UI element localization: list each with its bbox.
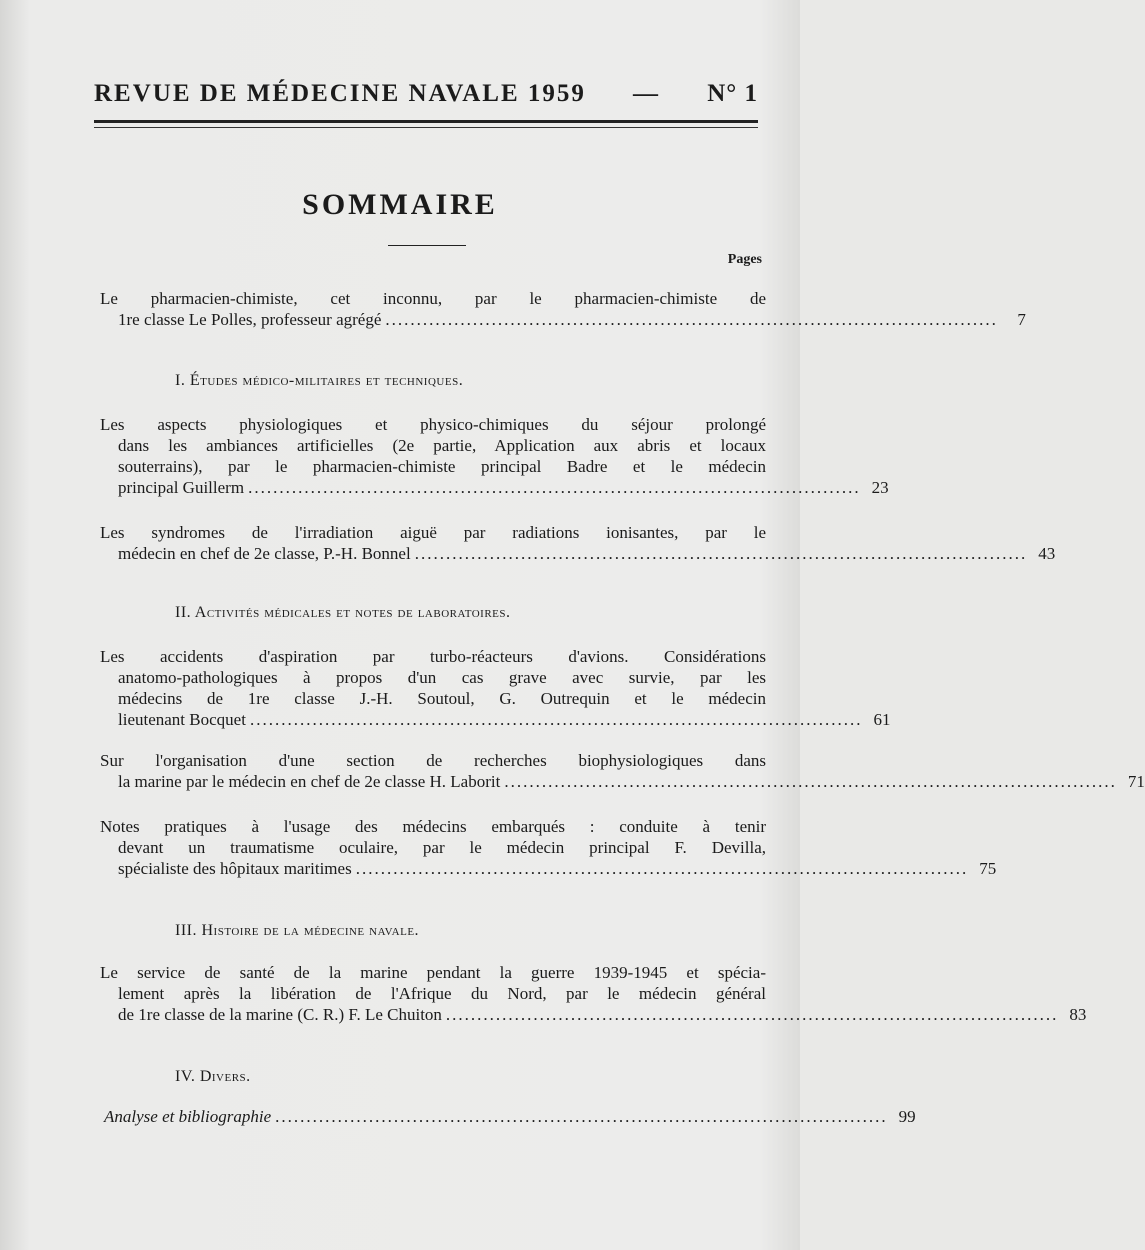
entry-line: dans les ambiances artificielles (2e partie, Application aux abris et locaux xyxy=(118,436,766,455)
entry-line: spécialiste des hôpitaux maritimes xyxy=(118,859,352,878)
leader-dots: .................................................................................................. xyxy=(248,478,861,497)
entry-line: médecin en chef de 2e classe, P.-H. Bonnel xyxy=(118,544,411,563)
toc-entry[interactable] xyxy=(100,646,891,730)
page-number: 75 xyxy=(979,859,997,878)
page-number: 99 xyxy=(898,1107,916,1126)
entry-line: souterrains), par le pharmacien-chimiste principal Badre et le médecin xyxy=(118,457,766,476)
pages-column-label: Pages xyxy=(727,252,762,267)
section-heading-1: I. Études médico-militaires et techniques. xyxy=(175,372,464,389)
toc-entry[interactable] xyxy=(100,962,1087,1025)
entry-line: Les syndromes de l'irradiation aiguë par radiations ionisantes, par le xyxy=(100,523,766,542)
page-number: 71 xyxy=(1127,772,1145,791)
journal-header xyxy=(94,80,758,108)
page-number: 43 xyxy=(1038,544,1056,563)
toc-entry[interactable] xyxy=(100,522,1056,564)
entry-line: 1re classe Le Polles, professeur agrégé xyxy=(118,310,382,329)
page-number: 61 xyxy=(873,710,891,729)
header-dash: — xyxy=(633,80,661,107)
entry-line: anatomo-pathologiques à propos d'un cas grave avec survie, par les xyxy=(118,668,766,687)
entry-line: principal Guillerm xyxy=(118,478,245,497)
leader-dots: .................................................................................................. xyxy=(385,310,998,329)
header-rule-thick xyxy=(94,120,758,123)
toc-entry[interactable] xyxy=(100,816,997,879)
page-title: SOMMAIRE xyxy=(302,188,498,221)
entry-line: Le pharmacien-chimiste, cet inconnu, par le pharmacien-chimiste de xyxy=(100,289,766,308)
entry-line: lieutenant Bocquet xyxy=(118,710,246,729)
section-heading-3: III. Histoire de la médecine navale. xyxy=(175,922,420,939)
page-number: 7 xyxy=(1017,310,1026,329)
leader-dots: .................................................................................................. xyxy=(275,1107,888,1126)
entry-line: la marine par le médecin en chef de 2e classe H. Laborit xyxy=(118,772,501,791)
entry-line: Sur l'organisation d'une section de recherches biophysiologiques dans xyxy=(100,751,766,770)
journal-title: REVUE DE MÉDECINE NAVALE 1959 xyxy=(94,80,586,107)
issue-number: N° 1 xyxy=(707,80,758,107)
entry-line: médecins de 1re classe J.-H. Soutoul, G. Outrequin et le médecin xyxy=(118,689,766,708)
leader-dots: .................................................................................................. xyxy=(249,710,863,729)
entry-line: de 1re classe de la marine (C. R.) F. Le Chuiton xyxy=(118,1005,442,1024)
page-number: 83 xyxy=(1069,1005,1087,1024)
entry-line: lement après la libération de l'Afrique du Nord, par le médecin général xyxy=(118,984,766,1003)
entry-line: Les accidents d'aspiration par turbo-réacteurs d'avions. Considérations xyxy=(100,647,766,666)
leader-dots: .................................................................................................. xyxy=(414,544,1028,563)
entry-line: Les aspects physiologiques et physico-chimiques du séjour prolongé xyxy=(100,415,766,434)
title-divider xyxy=(388,245,466,246)
leader-dots: .................................................................................................. xyxy=(504,772,1117,791)
toc-entry[interactable] xyxy=(100,414,889,498)
leader-dots: .................................................................................................. xyxy=(355,859,969,878)
entry-line: Analyse et bibliographie xyxy=(104,1107,272,1126)
entry-line: Le service de santé de la marine pendant la guerre 1939-1945 et spécia- xyxy=(100,963,766,982)
leader-dots: .................................................................................................. xyxy=(445,1005,1059,1024)
page-number: 23 xyxy=(871,478,889,497)
toc-entry-intro[interactable] xyxy=(100,288,1026,330)
section-heading-4: IV. Divers. xyxy=(175,1068,251,1085)
entry-line: devant un traumatisme oculaire, par le médecin principal F. Devilla, xyxy=(118,838,766,857)
toc-entry[interactable] xyxy=(100,750,1145,792)
section-heading-2: II. Activités médicales et notes de laboratoires. xyxy=(175,604,511,621)
entry-line: Notes pratiques à l'usage des médecins embarqués : conduite à tenir xyxy=(100,817,766,836)
header-rule-thin xyxy=(94,127,758,128)
toc-entry[interactable] xyxy=(100,1106,916,1127)
